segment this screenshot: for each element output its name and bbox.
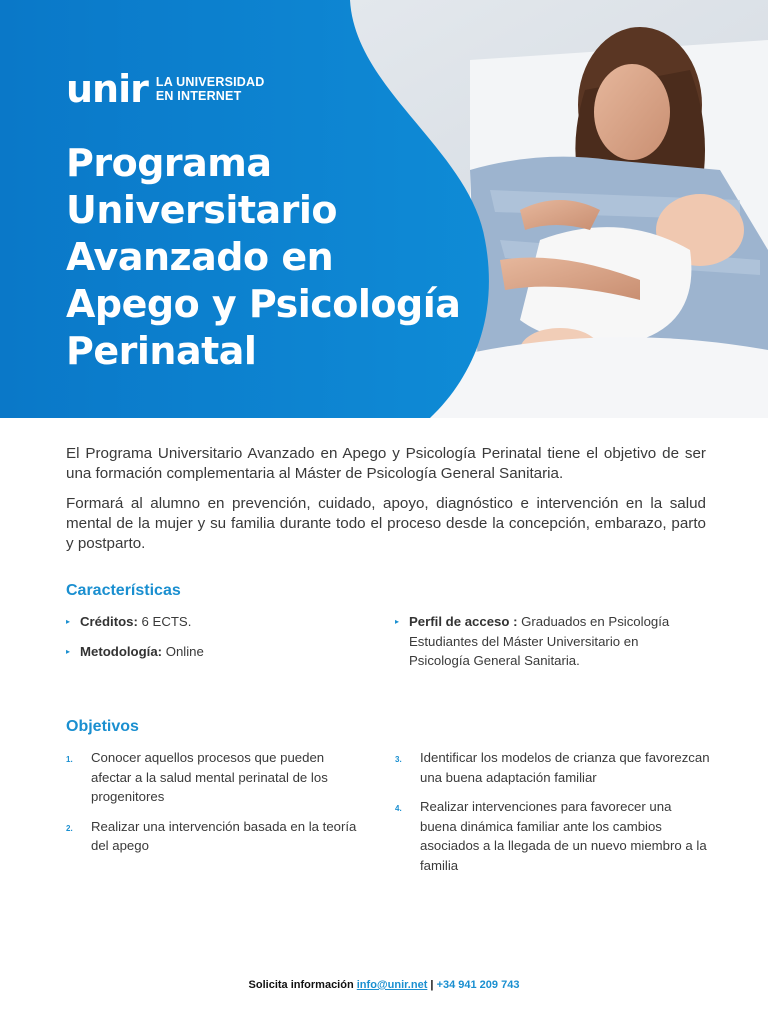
bullet-icon: ▸ — [66, 617, 71, 626]
list-item — [66, 642, 366, 662]
item-label: Metodología: — [80, 643, 163, 659]
unir-logo[interactable] — [66, 67, 265, 111]
item-label: Perfil de acceso : — [409, 614, 518, 629]
bullet-icon: ▸ — [66, 646, 71, 656]
list-item — [395, 612, 695, 671]
item-number: 3. — [395, 755, 402, 764]
item-value: Online — [162, 643, 204, 659]
footer-label: Solicita información — [248, 979, 354, 991]
objetivos-heading: Objetivos — [66, 718, 139, 735]
title-line: Programa — [66, 141, 272, 185]
item-number: 1. — [66, 755, 73, 764]
contact-footer — [0, 979, 768, 991]
title-line: Universitario — [66, 188, 338, 232]
bullet-icon: ▸ — [395, 617, 400, 626]
title-line: Avanzado en — [66, 235, 334, 279]
caracteristicas-left-column — [66, 612, 366, 671]
item-value: 6 ECTS. — [137, 614, 192, 629]
phone-number: +34 941 209 743 — [436, 979, 520, 991]
list-item — [66, 612, 366, 632]
title-line: Perinatal — [66, 329, 257, 373]
objetivos-right-column — [395, 748, 710, 885]
intro-section — [66, 444, 706, 564]
intro-paragraph-2: Formará al alumno en prevención, cuidado, apoyo, diagnóstico e intervención en la salud mental de la mujer y su familia durante todo el proceso desde la concepción, embarazo, parto y postparto. — [66, 495, 706, 552]
unir-logo-tagline — [156, 75, 265, 103]
footer-separator: | — [427, 979, 437, 991]
intro-paragraph-1: El Programa Universitario Avanzado en Apego y Psicología Perinatal tiene el objetivo de ser una formación complementaria al Máster de Psicología General Sanitaria. — [66, 445, 706, 482]
caracteristicas-right-column — [395, 612, 695, 681]
list-item — [66, 817, 366, 856]
tagline-line-2: EN INTERNET — [155, 89, 242, 103]
item-text: Identificar los modelos de crianza que favorezcan una buena adaptación familiar — [420, 750, 710, 785]
item-number: 2. — [66, 823, 73, 833]
objetivos-left-column — [66, 748, 366, 866]
item-text: Realizar una intervención basada en la teoría del apego — [91, 818, 357, 853]
item-text: Conocer aquellos procesos que pueden afectar a la salud mental perinatal de los progenitores — [91, 750, 328, 804]
item-value: Graduados en Psicología Estudiantes del Máster Universitario en Psicología General Sanitaria. — [409, 614, 670, 668]
list-item — [66, 748, 366, 807]
hero-banner — [0, 0, 768, 418]
item-number: 4. — [395, 804, 402, 813]
list-item — [395, 797, 710, 875]
email-link[interactable]: info@unir.net — [356, 979, 428, 991]
item-text: Realizar intervenciones para favorecer una buena dinámica familiar ante los cambios asociados a la llegada de un nuevo miembro a la familia — [420, 799, 707, 873]
list-item — [395, 748, 710, 787]
tagline-line-1: LA UNIVERSIDAD — [155, 75, 265, 89]
caracteristicas-heading: Características — [66, 582, 181, 599]
program-title — [66, 140, 486, 375]
unir-logo-mark: unir — [66, 67, 148, 111]
item-label: Créditos: — [80, 614, 138, 629]
title-line: Apego y Psicología — [66, 282, 461, 326]
